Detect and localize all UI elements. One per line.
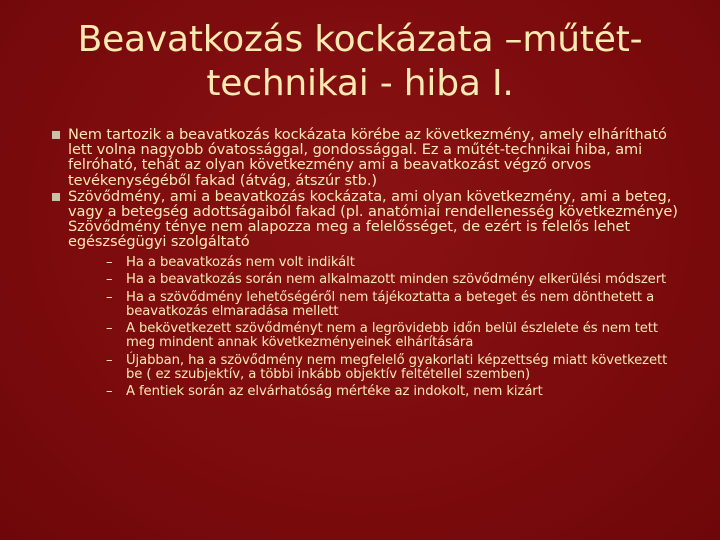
- dash-marker: –: [106, 321, 113, 337]
- title-line-1: Beavatkozás kockázata –műtét-: [77, 19, 643, 60]
- sub-item-text: Ha a beavatkozás nem volt indikált: [126, 254, 355, 270]
- dash-marker: –: [106, 289, 113, 305]
- sub-list-item: [106, 322, 678, 350]
- sub-list-item: [106, 291, 678, 319]
- bullet-item: [58, 189, 678, 250]
- slide-title: [40, 18, 680, 106]
- sub-list-item: [106, 273, 678, 287]
- square-bullet-icon: [52, 193, 60, 201]
- bullet-text: Szövődmény, ami a beavatkozás kockázata, ami olyan következmény, ami a beteg, vagy a betegség adottságaiból fakad (pl. anatómiai rendellenesség következménye) Szövődmény ténye nem alapozza meg a felelősséget, de ezért is felelős lehet egészségügyi szolgáltató: [68, 187, 678, 251]
- dash-marker: –: [106, 254, 113, 270]
- sub-item-text: Újabban, ha a szövődmény nem megfelelő gyakorlati képzettség miatt következett be ( ez szubjektív, a többi inkább objektív feltétellel szemben): [126, 352, 668, 382]
- title-line-2: technikai - hiba I.: [206, 63, 514, 104]
- slide-body: [58, 127, 678, 403]
- sub-item-text: A fentiek során az elvárhatóság mértéke az indokolt, nem kizárt: [126, 384, 543, 400]
- sub-list-item: [106, 256, 678, 270]
- dash-marker: –: [106, 384, 113, 400]
- sub-list: [106, 256, 678, 400]
- dash-marker: –: [106, 272, 113, 288]
- sub-item-text: A bekövetkezett szövődményt nem a legrövidebb időn belül észlelete és nem tett meg mindent annak következményeinek elhárítására: [126, 321, 658, 351]
- sub-list-item: [106, 354, 678, 382]
- square-bullet-icon: [52, 131, 60, 139]
- bullet-item: [58, 127, 678, 188]
- dash-marker: –: [106, 352, 113, 368]
- bullet-text: Nem tartozik a beavatkozás kockázata körébe az következmény, amely elhárítható lett volna nagyobb óvatossággal, gondossággal. Ez a műtét-technikai hiba, ami felróható, tehát az olyan következmény ami a beavatkozást végző orvos tevékenységéből fakad (átvág, átszúr stb.): [68, 126, 667, 189]
- sub-item-text: Ha a beavatkozás során nem alkalmazott minden szövődmény elkerülési módszert: [126, 272, 667, 288]
- sub-item-text: Ha a szövődmény lehetőségéről nem tájékoztatta a beteget és nem dönthetett a beavatkozás elmaradása mellett: [126, 289, 655, 319]
- sub-list-item: [106, 385, 678, 399]
